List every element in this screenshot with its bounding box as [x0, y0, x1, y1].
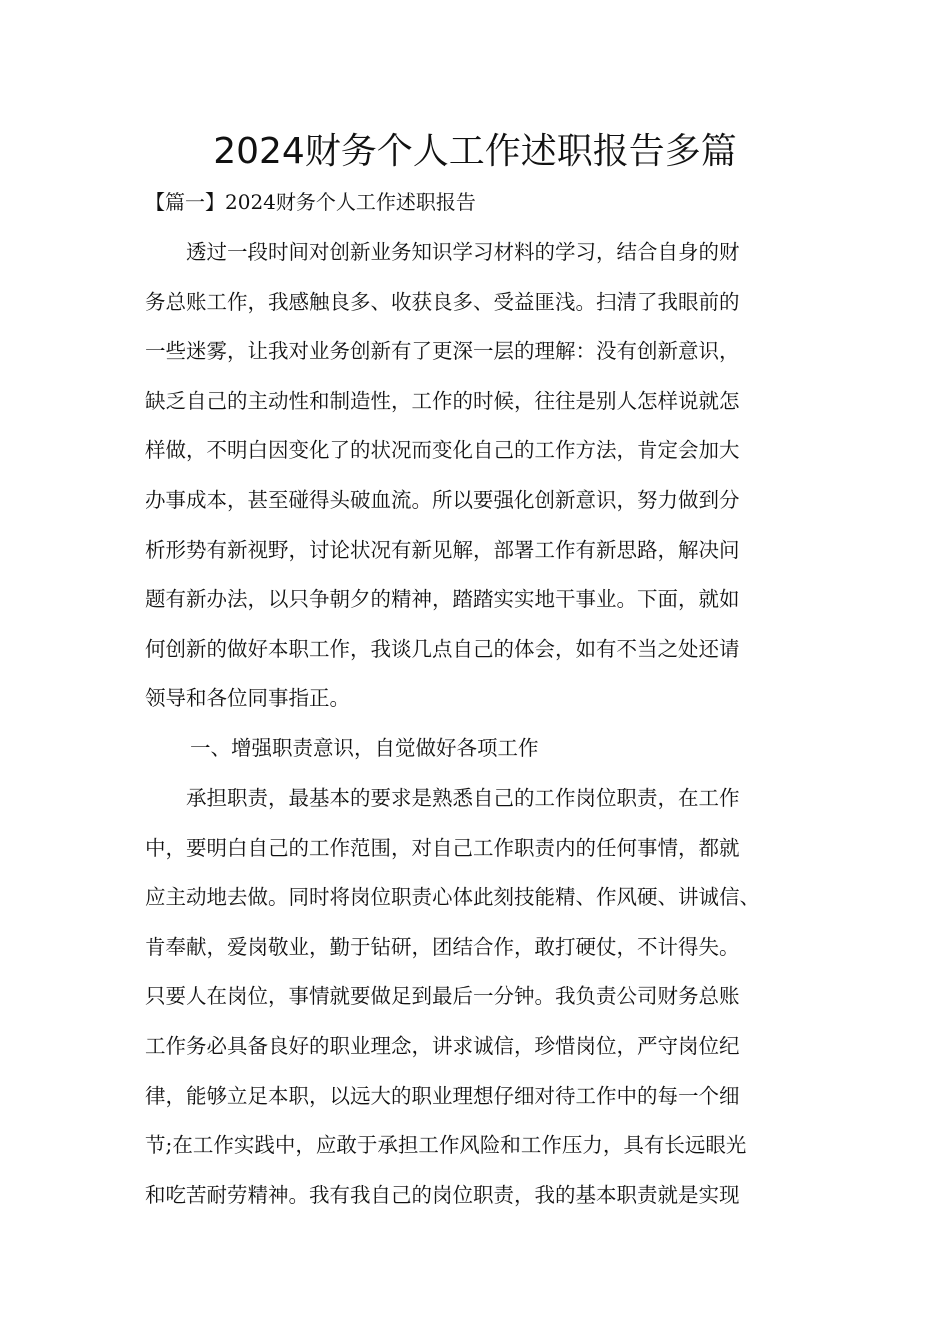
paragraph-line: 应主动地去做。同时将岗位职责心体此刻技能精、作风硬、讲诚信、: [145, 885, 760, 910]
paragraph-line: 析形势有新视野，讨论状况有新见解，部署工作有新思路，解决问: [145, 537, 740, 562]
paragraph-line: 节;在工作实践中，应敢于承担工作风险和工作压力，具有长远眼光: [145, 1133, 747, 1158]
paragraph-line: 透过一段时间对创新业务知识学习材料的学习，结合自身的财: [145, 240, 740, 264]
paragraph-line: 和吃苦耐劳精神。我有我自己的岗位职责，我的基本职责就是实现: [145, 1182, 740, 1207]
paragraph-line: 承担职责，最基本的要求是熟悉自己的工作岗位职责，在工作: [145, 786, 740, 810]
paragraph-line: 律，能够立足本职，以远大的职业理想仔细对待工作中的每一个细: [145, 1083, 740, 1108]
paragraph-1: [145, 228, 825, 724]
paragraph-line: 缺乏自己的主动性和制造性，工作的时候，往往是别人怎样说就怎: [145, 388, 740, 413]
subheading-1: 一、增强职责意识，自觉做好各项工作: [190, 736, 539, 760]
document-title: 2024财务个人工作述职报告多篇: [213, 131, 737, 172]
paragraph-line: 题有新办法，以只争朝夕的精神，踏踏实实地干事业。下面，就如: [145, 587, 740, 612]
paragraph-line: 何创新的做好本职工作，我谈几点自己的体会，如有不当之处还请: [145, 636, 740, 661]
paragraph-line: 肯奉献，爱岗敬业，勤于钻研，团结合作，敢打硬仗，不计得失。: [145, 934, 740, 959]
paragraph-line: 务总账工作，我感触良多、收获良多、受益匪浅。扫清了我眼前的: [145, 289, 740, 314]
paragraph-line: 工作务必具备良好的职业理念，讲求诚信，珍惜岗位，严守岗位纪: [145, 1033, 740, 1058]
paragraph-line: 一些迷雾，让我对业务创新有了更深一层的理解：没有创新意识，: [145, 339, 740, 364]
paragraph-2: [145, 774, 825, 1220]
paragraph-line: 样做，不明白因变化了的状况而变化自己的工作方法，肯定会加大: [145, 438, 740, 463]
section-heading: 【篇一】2024财务个人工作述职报告: [145, 190, 476, 214]
paragraph-line: 只要人在岗位，事情就要做足到最后一分钟。我负责公司财务总账: [145, 984, 740, 1009]
paragraph-line: 中，要明白自己的工作范围，对自己工作职责内的任何事情，都就: [145, 835, 740, 860]
paragraph-line: 办事成本，甚至碰得头破血流。所以要强化创新意识，努力做到分: [145, 487, 740, 512]
paragraph-line: 领导和各位同事指正。: [145, 686, 350, 711]
